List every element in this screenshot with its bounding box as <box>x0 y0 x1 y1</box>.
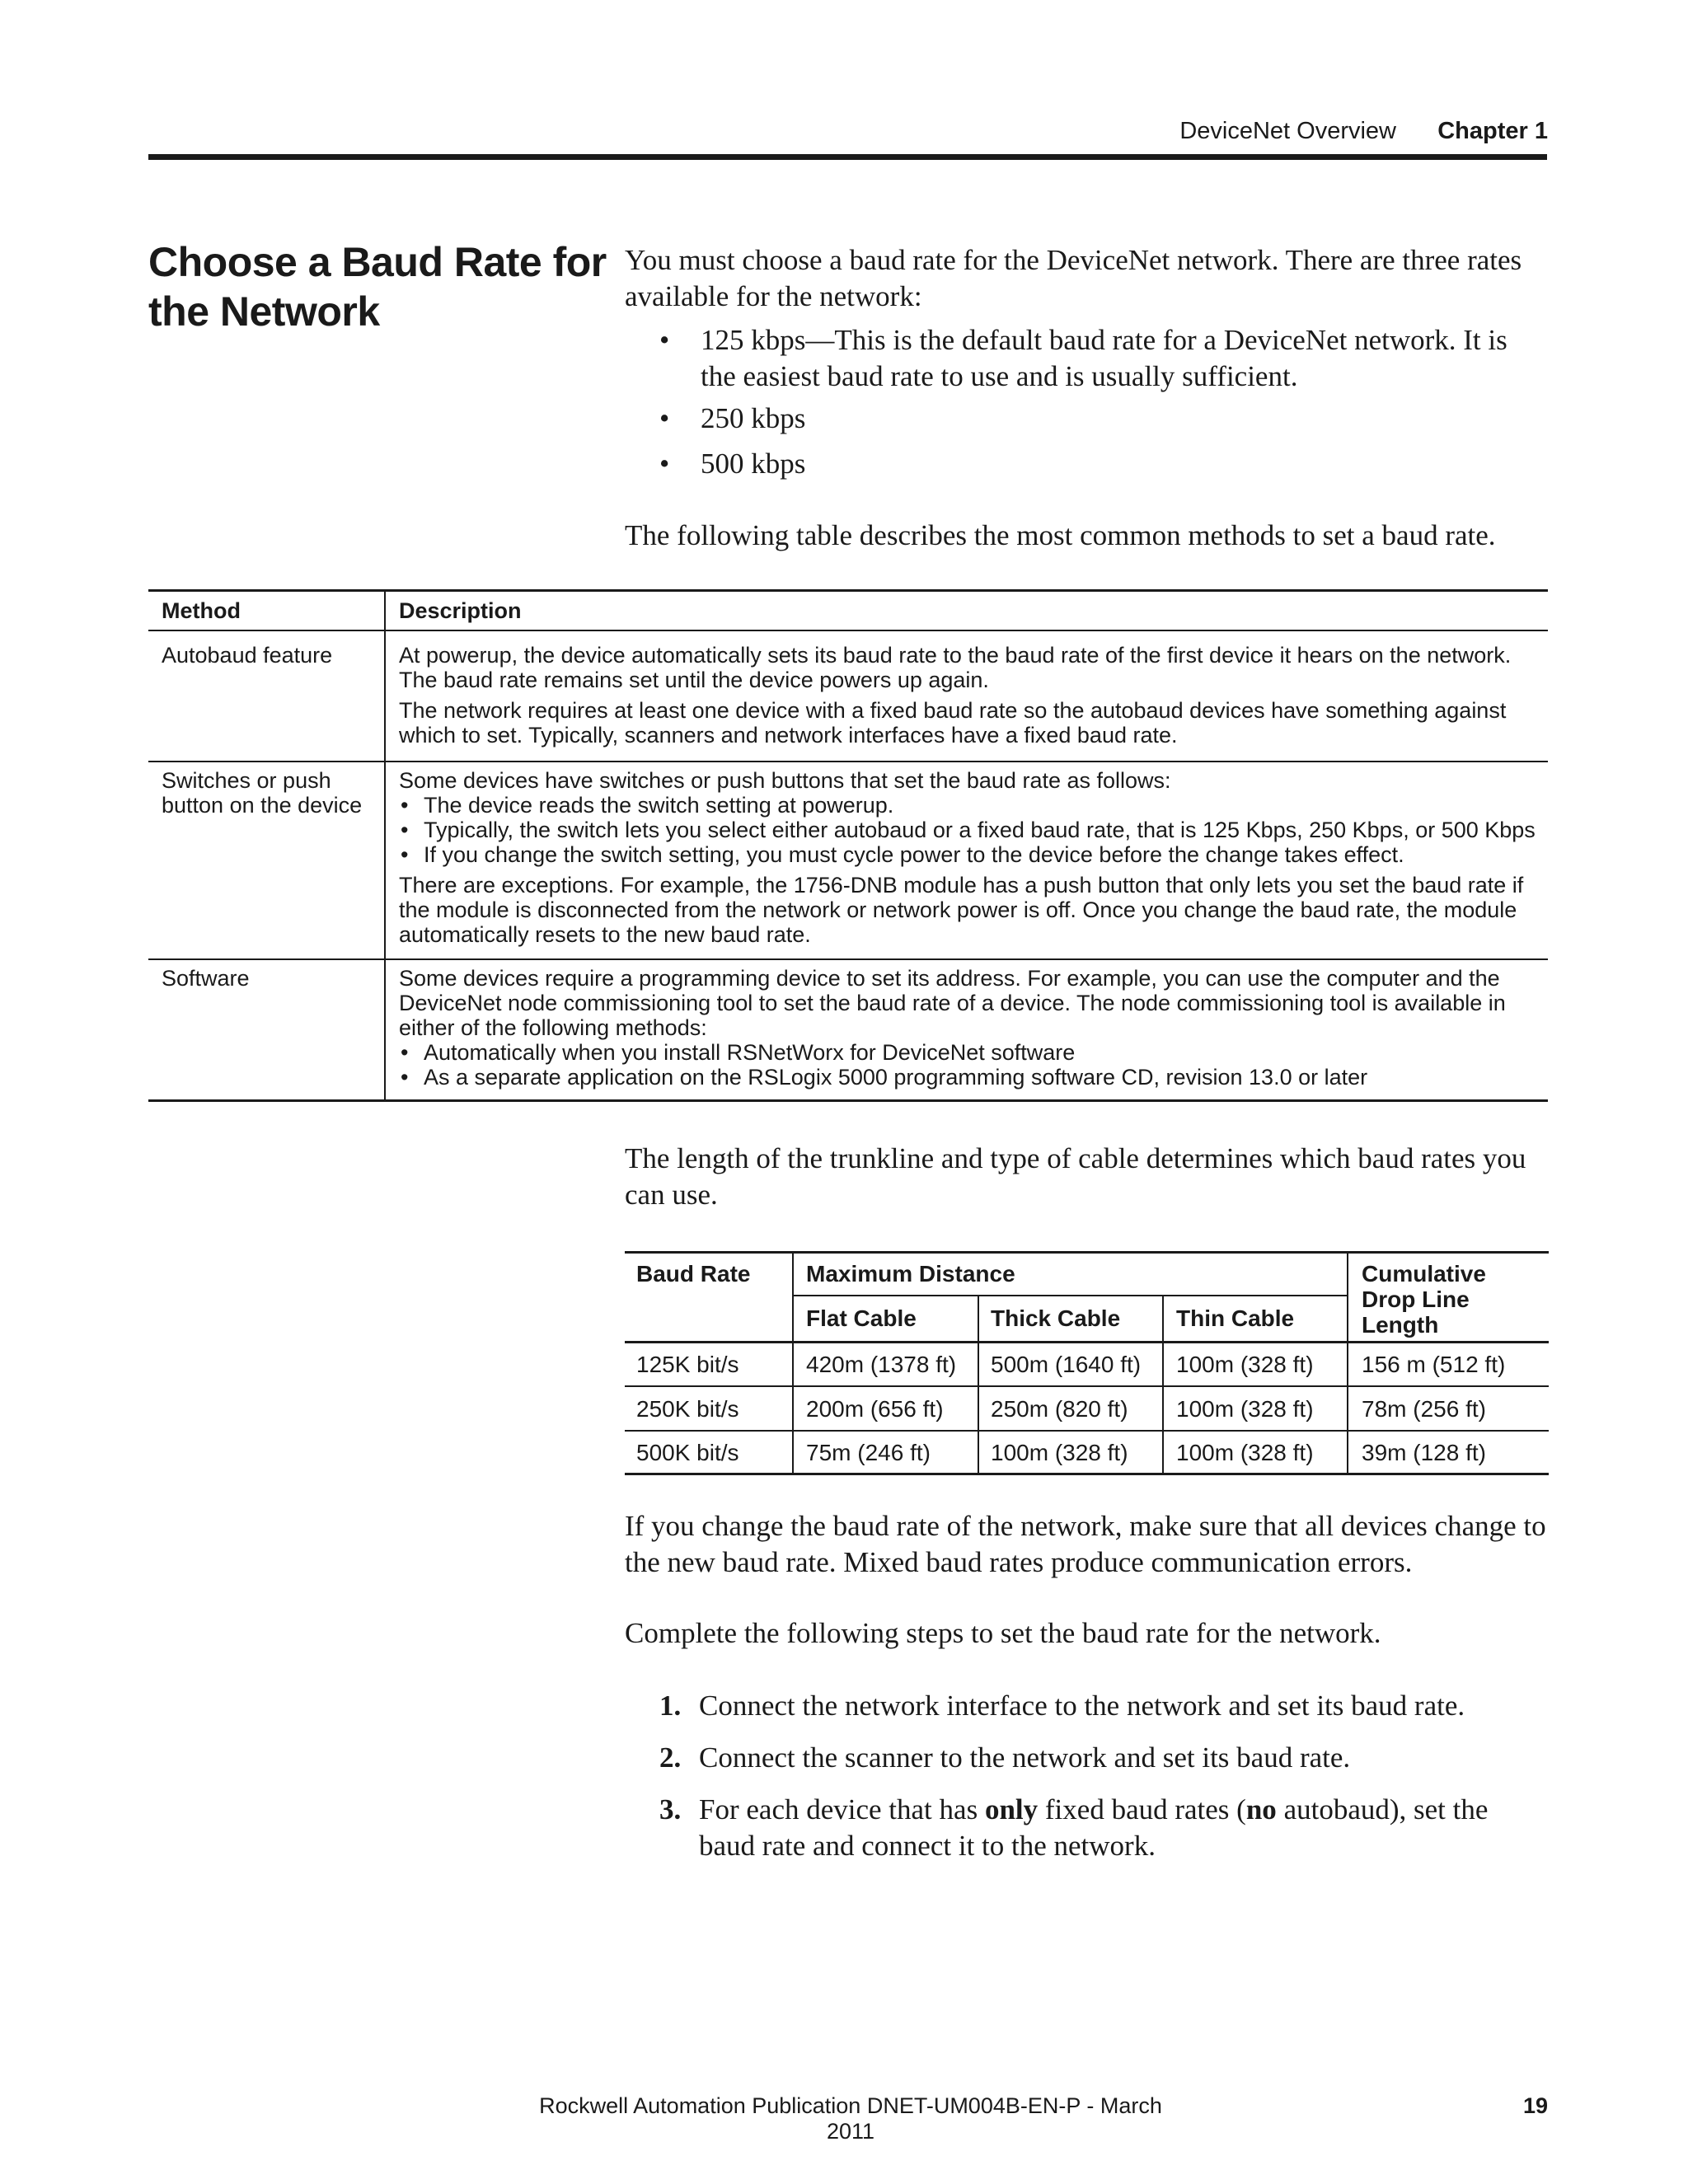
table-row-rule <box>148 958 1548 960</box>
bullet-text: As a separate application on the RSLogix 5000 programming software CD, revision 13.0 or later <box>424 1065 1368 1090</box>
bullet-icon: • <box>401 1065 409 1090</box>
cell-baud: 250K bit/s <box>636 1396 739 1422</box>
header-thick-cable: Thick Cable <box>991 1305 1121 1331</box>
description-paragraph: The network requires at least one device with a fixed baud rate so the autobaud devices have something against which to set. Typically, scanners and network interfaces have a fixed baud rate. <box>399 698 1507 748</box>
step-text: Connect the scanner to the network and set its baud rate. <box>699 1741 1351 1774</box>
description-bullet <box>399 793 1540 818</box>
bullet-icon: • <box>659 448 670 480</box>
table-header-rule <box>148 630 1548 631</box>
bullet-text: Automatically when you install RSNetWorx for DeviceNet software <box>424 1040 1076 1065</box>
method-cell: Autobaud feature <box>162 643 333 668</box>
table-header-method: Method <box>162 598 241 623</box>
cell-thin: 100m (328 ft) <box>1176 1440 1314 1465</box>
bullet-text: The device reads the switch setting at powerup. <box>424 793 894 818</box>
table-column-divider <box>792 1253 794 1474</box>
cell-thick: 100m (328 ft) <box>991 1440 1128 1465</box>
cell-thick: 250m (820 ft) <box>991 1396 1128 1422</box>
running-header-section: DeviceNet Overview <box>1179 118 1396 144</box>
bullet-icon: • <box>659 402 670 434</box>
step-number: 2. <box>659 1741 682 1774</box>
description-paragraph: At powerup, the device automatically sets its baud rate to the baud rate of the first device it hears on the network. The baud rate remains set until the device powers up again. <box>399 643 1512 692</box>
cell-baud: 500K bit/s <box>636 1440 739 1465</box>
description-cell <box>399 768 1540 947</box>
header-baud-rate: Baud Rate <box>636 1261 751 1286</box>
method-cell: Software <box>162 966 250 991</box>
baud-change-paragraph: If you change the baud rate of the network, make sure that all devices change to the new baud rate. Mixed baud rates produce communication errors. <box>625 1510 1546 1578</box>
table-bottom-rule <box>148 1099 1548 1102</box>
description-bullet <box>399 1040 1540 1065</box>
trunkline-paragraph: The length of the trunkline and type of cable determines which baud rates you can use. <box>625 1142 1526 1211</box>
bullet-text: If you change the switch setting, you must cycle power to the device before the change takes effect. <box>424 842 1404 867</box>
table-header-description: Description <box>399 598 522 623</box>
step-text <box>699 1792 1548 1864</box>
description-paragraph: Some devices have switches or push buttons that set the baud rate as follows: <box>399 768 1171 793</box>
running-header-chapter: Chapter 1 <box>1437 118 1548 144</box>
cell-flat: 420m (1378 ft) <box>806 1352 957 1377</box>
table-column-divider <box>384 591 386 1100</box>
cell-drop: 156 m (512 ft) <box>1362 1352 1506 1377</box>
cell-thin: 100m (328 ft) <box>1176 1396 1314 1422</box>
cell-thick: 500m (1640 ft) <box>991 1352 1142 1377</box>
cell-baud: 125K bit/s <box>636 1352 739 1377</box>
table-bottom-rule <box>625 1473 1549 1475</box>
description-bullet <box>399 842 1540 867</box>
step-text: Connect the network interface to the network and set its baud rate. <box>699 1690 1465 1722</box>
bullet-text: Typically, the switch lets you select either autobaud or a fixed baud rate, that is 125 Kbps, 250 Kbps, or 500 Kbps <box>424 818 1536 842</box>
description-paragraph: There are exceptions. For example, the 1756-DNB module has a push button that only lets you set the baud rate if the module is disconnected from the network or network power is off. Once you change the baud rate, the module automatically resets to the new baud rate. <box>399 873 1524 947</box>
cell-thin: 100m (328 ft) <box>1176 1352 1314 1377</box>
table-column-divider <box>1162 1296 1164 1474</box>
header-rule <box>148 154 1547 160</box>
footer-publication: Rockwell Automation Publication DNET-UM004B-EN-P - March 2011 <box>539 2093 1162 2144</box>
header-cumulative-drop: Cumulative Drop Line Length <box>1362 1261 1486 1338</box>
cell-flat: 200m (656 ft) <box>806 1396 944 1422</box>
section-title: Choose a Baud Rate for the Network <box>148 239 607 335</box>
table-column-divider <box>978 1296 979 1474</box>
description-bullet <box>399 818 1540 842</box>
steps-intro-paragraph: Complete the following steps to set the baud rate for the network. <box>625 1617 1381 1649</box>
page-number: 19 <box>1522 2093 1548 2118</box>
table-header-rule <box>625 1341 1549 1343</box>
bullet-icon: • <box>401 793 409 818</box>
table-top-rule <box>148 589 1548 592</box>
description-bullet <box>399 1065 1540 1090</box>
bullet-icon: • <box>401 1040 409 1065</box>
header-thin-cable: Thin Cable <box>1176 1305 1295 1331</box>
header-maximum-distance: Maximum Distance <box>806 1261 1015 1286</box>
header-flat-cable: Flat Cable <box>806 1305 917 1331</box>
bullet-icon: • <box>659 324 670 356</box>
table-row-rule <box>625 1430 1549 1432</box>
step-number: 3. <box>659 1793 682 1825</box>
description-paragraph: Some devices require a programming device to set its address. For example, you can use the computer and the DeviceNet node commissioning tool to set the baud rate of a device. The node commissioning tool is available in either of the following methods: <box>399 966 1506 1040</box>
description-cell <box>399 966 1540 1090</box>
method-cell: Switches or push button on the device <box>162 768 363 818</box>
bullet-icon: • <box>401 842 409 867</box>
table-row-rule <box>625 1385 1549 1387</box>
cell-drop: 39m (128 ft) <box>1362 1440 1486 1465</box>
description-cell <box>399 643 1540 753</box>
step-emphasis: only <box>984 1793 1039 1825</box>
cell-drop: 78m (256 ft) <box>1362 1396 1486 1422</box>
step-text-part: autobaud), set the baud rate and connect it to the network. <box>699 1793 1489 1862</box>
rate-text: 250 kbps <box>701 402 806 434</box>
table-column-divider <box>1347 1253 1348 1474</box>
bullet-icon: • <box>401 818 409 842</box>
intro-paragraph: You must choose a baud rate for the DeviceNet network. There are three rates available for the network: <box>625 244 1522 312</box>
cell-flat: 75m (246 ft) <box>806 1440 931 1465</box>
rate-text: 125 kbps—This is the default baud rate for a DeviceNet network. It is the easiest baud rate to use and is usually sufficient. <box>701 324 1507 392</box>
step-emphasis: no <box>1245 1793 1277 1825</box>
table-subheader-rule <box>793 1295 1348 1296</box>
table-row-rule <box>148 761 1548 762</box>
step-text-part: For each device that has <box>699 1793 985 1825</box>
table-intro-paragraph: The following table describes the most common methods to set a baud rate. <box>625 519 1496 551</box>
rate-text: 500 kbps <box>701 448 806 480</box>
step-text-part: fixed baud rates ( <box>1038 1793 1246 1825</box>
step-number: 1. <box>659 1690 682 1722</box>
table-top-rule <box>625 1251 1549 1254</box>
